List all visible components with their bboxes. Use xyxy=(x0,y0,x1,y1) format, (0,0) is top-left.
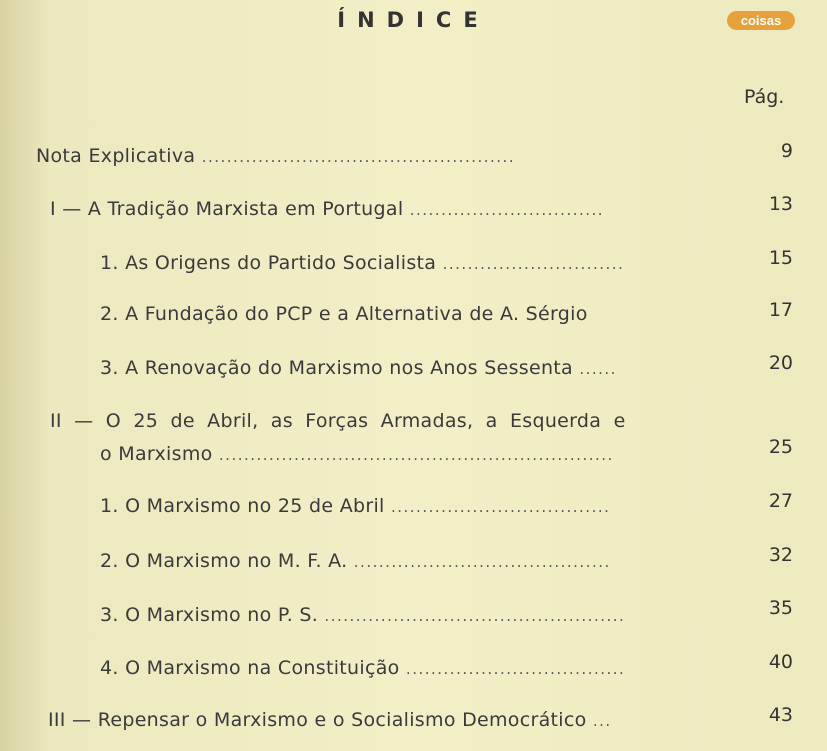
toc-leader-dots: ...... xyxy=(579,360,617,378)
toc-entry-label: 2. A Fundação do PCP e a Alternativa de A. Sérgio xyxy=(100,303,588,325)
toc-entry-2-1[interactable] xyxy=(100,495,610,517)
toc-page-number: 43 xyxy=(768,704,793,726)
index-title: ÍNDICE xyxy=(337,8,490,32)
toc-entry-part-1[interactable] xyxy=(50,198,604,220)
toc-leader-dots: ............................................................... xyxy=(218,446,614,464)
toc-entry-part-3[interactable] xyxy=(48,709,612,731)
toc-leader-dots: .................................................. xyxy=(201,148,516,166)
toc-page-number: 32 xyxy=(768,544,793,566)
toc-entry-part-2-continued[interactable] xyxy=(100,443,614,465)
toc-entry-1-2[interactable] xyxy=(100,303,588,325)
page-column-header: Pág. xyxy=(744,86,785,108)
toc-leader-dots: ............................. xyxy=(442,255,625,273)
toc-leader-dots: ... xyxy=(592,712,612,730)
toc-page-number: 35 xyxy=(768,597,793,619)
toc-leader-dots: ............................... xyxy=(409,201,605,219)
coisas-watermark-logo: coisas xyxy=(727,11,795,30)
toc-page-number: 9 xyxy=(780,140,793,162)
toc-page-number: 13 xyxy=(768,193,793,215)
toc-entry-label: Nota Explicativa xyxy=(36,145,196,167)
toc-entry-label: 1. As Origens do Partido Socialista xyxy=(100,252,437,274)
toc-entry-label: I — A Tradição Marxista em Portugal xyxy=(50,198,404,220)
toc-entry-label: III — Repensar o Marxismo e o Socialismo Democrático xyxy=(48,709,587,731)
toc-entry-part-2[interactable] xyxy=(50,410,626,432)
toc-entry-1-1[interactable] xyxy=(100,252,624,274)
toc-entry-label: 4. O Marxismo na Constituição xyxy=(100,657,400,679)
toc-entry-label: o Marxismo xyxy=(100,443,213,465)
toc-entry-label: 1. O Marxismo no 25 de Abril xyxy=(100,495,385,517)
toc-entry-label: 3. A Renovação do Marxismo nos Anos Sessenta xyxy=(100,357,573,379)
toc-entry-2-3[interactable] xyxy=(100,604,625,626)
toc-entry-label: 2. O Marxismo no M. F. A. xyxy=(100,550,348,572)
toc-entry-nota[interactable] xyxy=(36,145,515,167)
toc-entry-2-4[interactable] xyxy=(100,657,625,679)
toc-leader-dots: ................................... xyxy=(405,660,626,678)
toc-entry-label: II — O 25 de Abril, as Forças Armadas, a Esquerda e xyxy=(50,410,626,432)
toc-page-number: 40 xyxy=(768,651,793,673)
toc-leader-dots: ......................................... xyxy=(353,553,611,571)
toc-entry-2-2[interactable] xyxy=(100,550,611,572)
toc-leader-dots: ................................................ xyxy=(324,607,626,625)
toc-entry-1-3[interactable] xyxy=(100,357,617,379)
toc-page-number: 15 xyxy=(768,247,793,269)
toc-page-number: 27 xyxy=(768,490,793,512)
toc-leader-dots: ................................... xyxy=(390,498,611,516)
toc-entry-label: 3. O Marxismo no P. S. xyxy=(100,604,319,626)
toc-page-number: 25 xyxy=(768,436,793,458)
toc-page-number: 17 xyxy=(768,299,793,321)
toc-page-number: 20 xyxy=(768,352,793,374)
